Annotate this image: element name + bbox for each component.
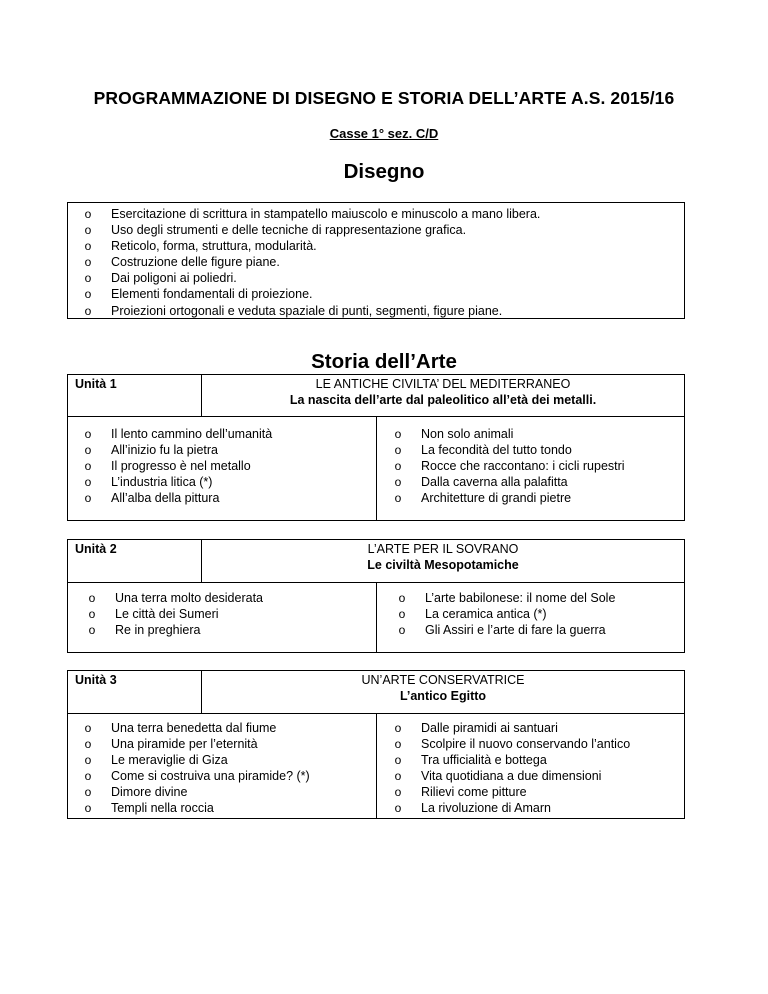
list-item xyxy=(81,442,272,458)
list-item xyxy=(391,720,630,736)
list-item xyxy=(85,622,263,638)
bullet-marker: o xyxy=(394,427,402,441)
list-item xyxy=(81,426,272,442)
bullet-marker: o xyxy=(398,623,406,638)
bullet-marker: o xyxy=(84,753,92,768)
list-item-text: La fecondità del tutto tondo xyxy=(421,443,572,458)
list-item xyxy=(81,768,310,784)
bullet-marker: o xyxy=(394,769,402,784)
list-item-text: Rilievi come pitture xyxy=(421,785,527,800)
list-item-text: Dimore divine xyxy=(111,785,188,800)
list-item xyxy=(81,720,310,736)
list-item-text: L’arte babilonese: il nome del Sole xyxy=(425,591,616,605)
bullet-marker: o xyxy=(84,271,92,286)
column-divider xyxy=(376,583,377,652)
bullet-marker: o xyxy=(84,475,92,490)
list-item xyxy=(81,254,540,270)
list-item-text: Reticolo, forma, struttura, modularità. xyxy=(111,239,317,254)
unit-3-header xyxy=(67,670,685,714)
list-item-text: Le meraviglie di Giza xyxy=(111,753,228,768)
list-item-text: La ceramica antica (*) xyxy=(425,607,547,622)
bullet-marker: o xyxy=(84,443,92,458)
unit-title: LE ANTICHE CIVILTA’ DEL MEDITERRANEO xyxy=(315,377,571,391)
list-item-text: All’inizio fu la pietra xyxy=(111,443,218,458)
column-divider xyxy=(376,714,377,818)
list-item xyxy=(81,222,540,238)
list-item-text: Elementi fondamentali di proiezione. xyxy=(111,287,313,302)
column-divider xyxy=(376,417,377,520)
bullet-marker: o xyxy=(84,239,92,254)
bullet-marker: o xyxy=(84,785,92,800)
bullet-marker: o xyxy=(394,475,402,490)
bullet-marker: o xyxy=(394,491,402,506)
list-item xyxy=(81,490,272,506)
list-item-text: La rivoluzione di Amarn xyxy=(421,801,551,816)
unit-subtitle: La nascita dell’arte dal paleolitico all’età dei metalli. xyxy=(289,393,597,407)
list-item xyxy=(81,736,310,752)
bullet-marker: o xyxy=(394,721,402,735)
bullet-marker: o xyxy=(84,801,92,816)
disegno-heading: Disegno xyxy=(343,160,425,183)
unit-1-topics xyxy=(67,416,685,521)
list-item-text: Le città dei Sumeri xyxy=(115,607,219,622)
unit-subtitle: Le civiltà Mesopotamiche xyxy=(367,558,519,572)
bullet-marker: o xyxy=(84,287,92,302)
bullet-marker: o xyxy=(394,785,402,800)
list-item-text: Tra ufficialità e bottega xyxy=(421,753,547,768)
list-item xyxy=(391,474,625,490)
bullet-marker: o xyxy=(398,607,406,622)
list-item-text: Costruzione delle figure piane. xyxy=(111,255,280,270)
unit-title-cell xyxy=(201,375,684,416)
list-item xyxy=(391,426,625,442)
list-item-text: Re in preghiera xyxy=(115,623,201,638)
bullet-marker: o xyxy=(84,255,92,270)
unit-3-left-list xyxy=(81,720,310,817)
list-item xyxy=(395,606,615,622)
list-item-text: Dalle piramidi ai santuari xyxy=(421,721,558,735)
unit-2-topics xyxy=(67,582,685,653)
bullet-marker: o xyxy=(394,753,402,768)
list-item xyxy=(85,590,263,606)
unit-3-right-list xyxy=(391,720,630,817)
bullet-marker: o xyxy=(84,223,92,238)
unit-1-left-list xyxy=(81,426,272,506)
unit-label: Unità 3 xyxy=(75,673,117,687)
list-item-text: Una piramide per l’eternità xyxy=(111,737,258,752)
list-item xyxy=(81,784,310,800)
bullet-marker: o xyxy=(84,737,92,752)
list-item xyxy=(391,490,625,506)
bullet-marker: o xyxy=(84,303,92,318)
list-item xyxy=(81,270,540,286)
bullet-marker: o xyxy=(84,721,92,735)
list-item xyxy=(81,800,310,816)
unit-label: Unità 1 xyxy=(75,377,117,391)
document-title: PROGRAMMAZIONE DI DISEGNO E STORIA DELL’ARTE A.S. 2015/16 xyxy=(93,88,675,108)
list-item-text: Una terra benedetta dal fiume xyxy=(111,721,277,735)
list-item xyxy=(391,736,630,752)
unit-label: Unità 2 xyxy=(75,542,117,556)
list-item-text: All’alba della pittura xyxy=(111,491,220,506)
storia-heading: Storia dell’Arte xyxy=(311,350,457,373)
list-item-text: Non solo animali xyxy=(421,427,514,441)
bullet-marker: o xyxy=(394,801,402,816)
list-item xyxy=(81,206,540,222)
list-item-text: Il lento cammino dell’umanità xyxy=(111,427,273,441)
bullet-marker: o xyxy=(398,591,406,605)
disegno-list xyxy=(81,206,540,319)
list-item xyxy=(391,458,625,474)
list-item-text: Il progresso è nel metallo xyxy=(111,459,251,474)
list-item-text: Scolpire il nuovo conservando l’antico xyxy=(421,737,631,752)
bullet-marker: o xyxy=(88,607,96,622)
bullet-marker: o xyxy=(84,491,92,506)
list-item-text: L’industria litica (*) xyxy=(111,475,213,490)
list-item-text: Architetture di grandi pietre xyxy=(421,491,572,506)
list-item-text: Templi nella roccia xyxy=(111,801,214,816)
list-item xyxy=(395,590,615,606)
list-item-text: Come si costruiva una piramide? (*) xyxy=(111,769,310,784)
list-item xyxy=(391,800,630,816)
list-item xyxy=(81,286,540,302)
unit-2-left-list xyxy=(85,590,263,638)
unit-2-right-list xyxy=(395,590,615,638)
list-item-text: Dai poligoni ai poliedri. xyxy=(111,271,237,286)
list-item xyxy=(391,768,630,784)
list-item xyxy=(391,784,630,800)
bullet-marker: o xyxy=(88,591,96,605)
bullet-marker: o xyxy=(84,207,92,221)
bullet-marker: o xyxy=(394,737,402,752)
list-item xyxy=(391,752,630,768)
bullet-marker: o xyxy=(84,427,92,441)
unit-title: UN’ARTE CONSERVATRICE xyxy=(361,673,525,687)
list-item-text: Proiezioni ortogonali e veduta spaziale di punti, segmenti, figure piane. xyxy=(111,303,503,318)
list-item-text: Gli Assiri e l’arte di fare la guerra xyxy=(425,623,606,638)
list-item-text: Vita quotidiana a due dimensioni xyxy=(421,769,602,784)
list-item xyxy=(395,622,615,638)
list-item xyxy=(81,752,310,768)
class-subtitle: Casse 1° sez. C/D xyxy=(329,126,439,141)
list-item xyxy=(81,474,272,490)
unit-1-header xyxy=(67,374,685,417)
list-item-text: Dalla caverna alla palafitta xyxy=(421,475,568,490)
bullet-marker: o xyxy=(394,459,402,474)
list-item xyxy=(85,606,263,622)
list-item xyxy=(81,238,540,254)
unit-subtitle: L’antico Egitto xyxy=(399,689,487,703)
bullet-marker: o xyxy=(394,443,402,458)
unit-1-right-list xyxy=(391,426,625,506)
list-item-text: Una terra molto desiderata xyxy=(115,591,263,605)
list-item-text: Uso degli strumenti e delle tecniche di rappresentazione grafica. xyxy=(111,223,467,238)
list-item-text: Rocce che raccontano: i cicli rupestri xyxy=(421,459,625,474)
list-item xyxy=(391,442,625,458)
bullet-marker: o xyxy=(84,459,92,474)
unit-title: L’ARTE PER IL SOVRANO xyxy=(367,542,519,556)
unit-2-header xyxy=(67,539,685,583)
bullet-marker: o xyxy=(84,769,92,784)
list-item xyxy=(81,303,540,319)
unit-title-cell xyxy=(201,671,684,713)
list-item-text: Esercitazione di scrittura in stampatello maiuscolo e minuscolo a mano libera. xyxy=(111,207,541,221)
unit-title-cell xyxy=(201,540,684,582)
bullet-marker: o xyxy=(88,623,96,638)
unit-3-topics xyxy=(67,713,685,819)
disegno-box xyxy=(67,202,685,319)
list-item xyxy=(81,458,272,474)
